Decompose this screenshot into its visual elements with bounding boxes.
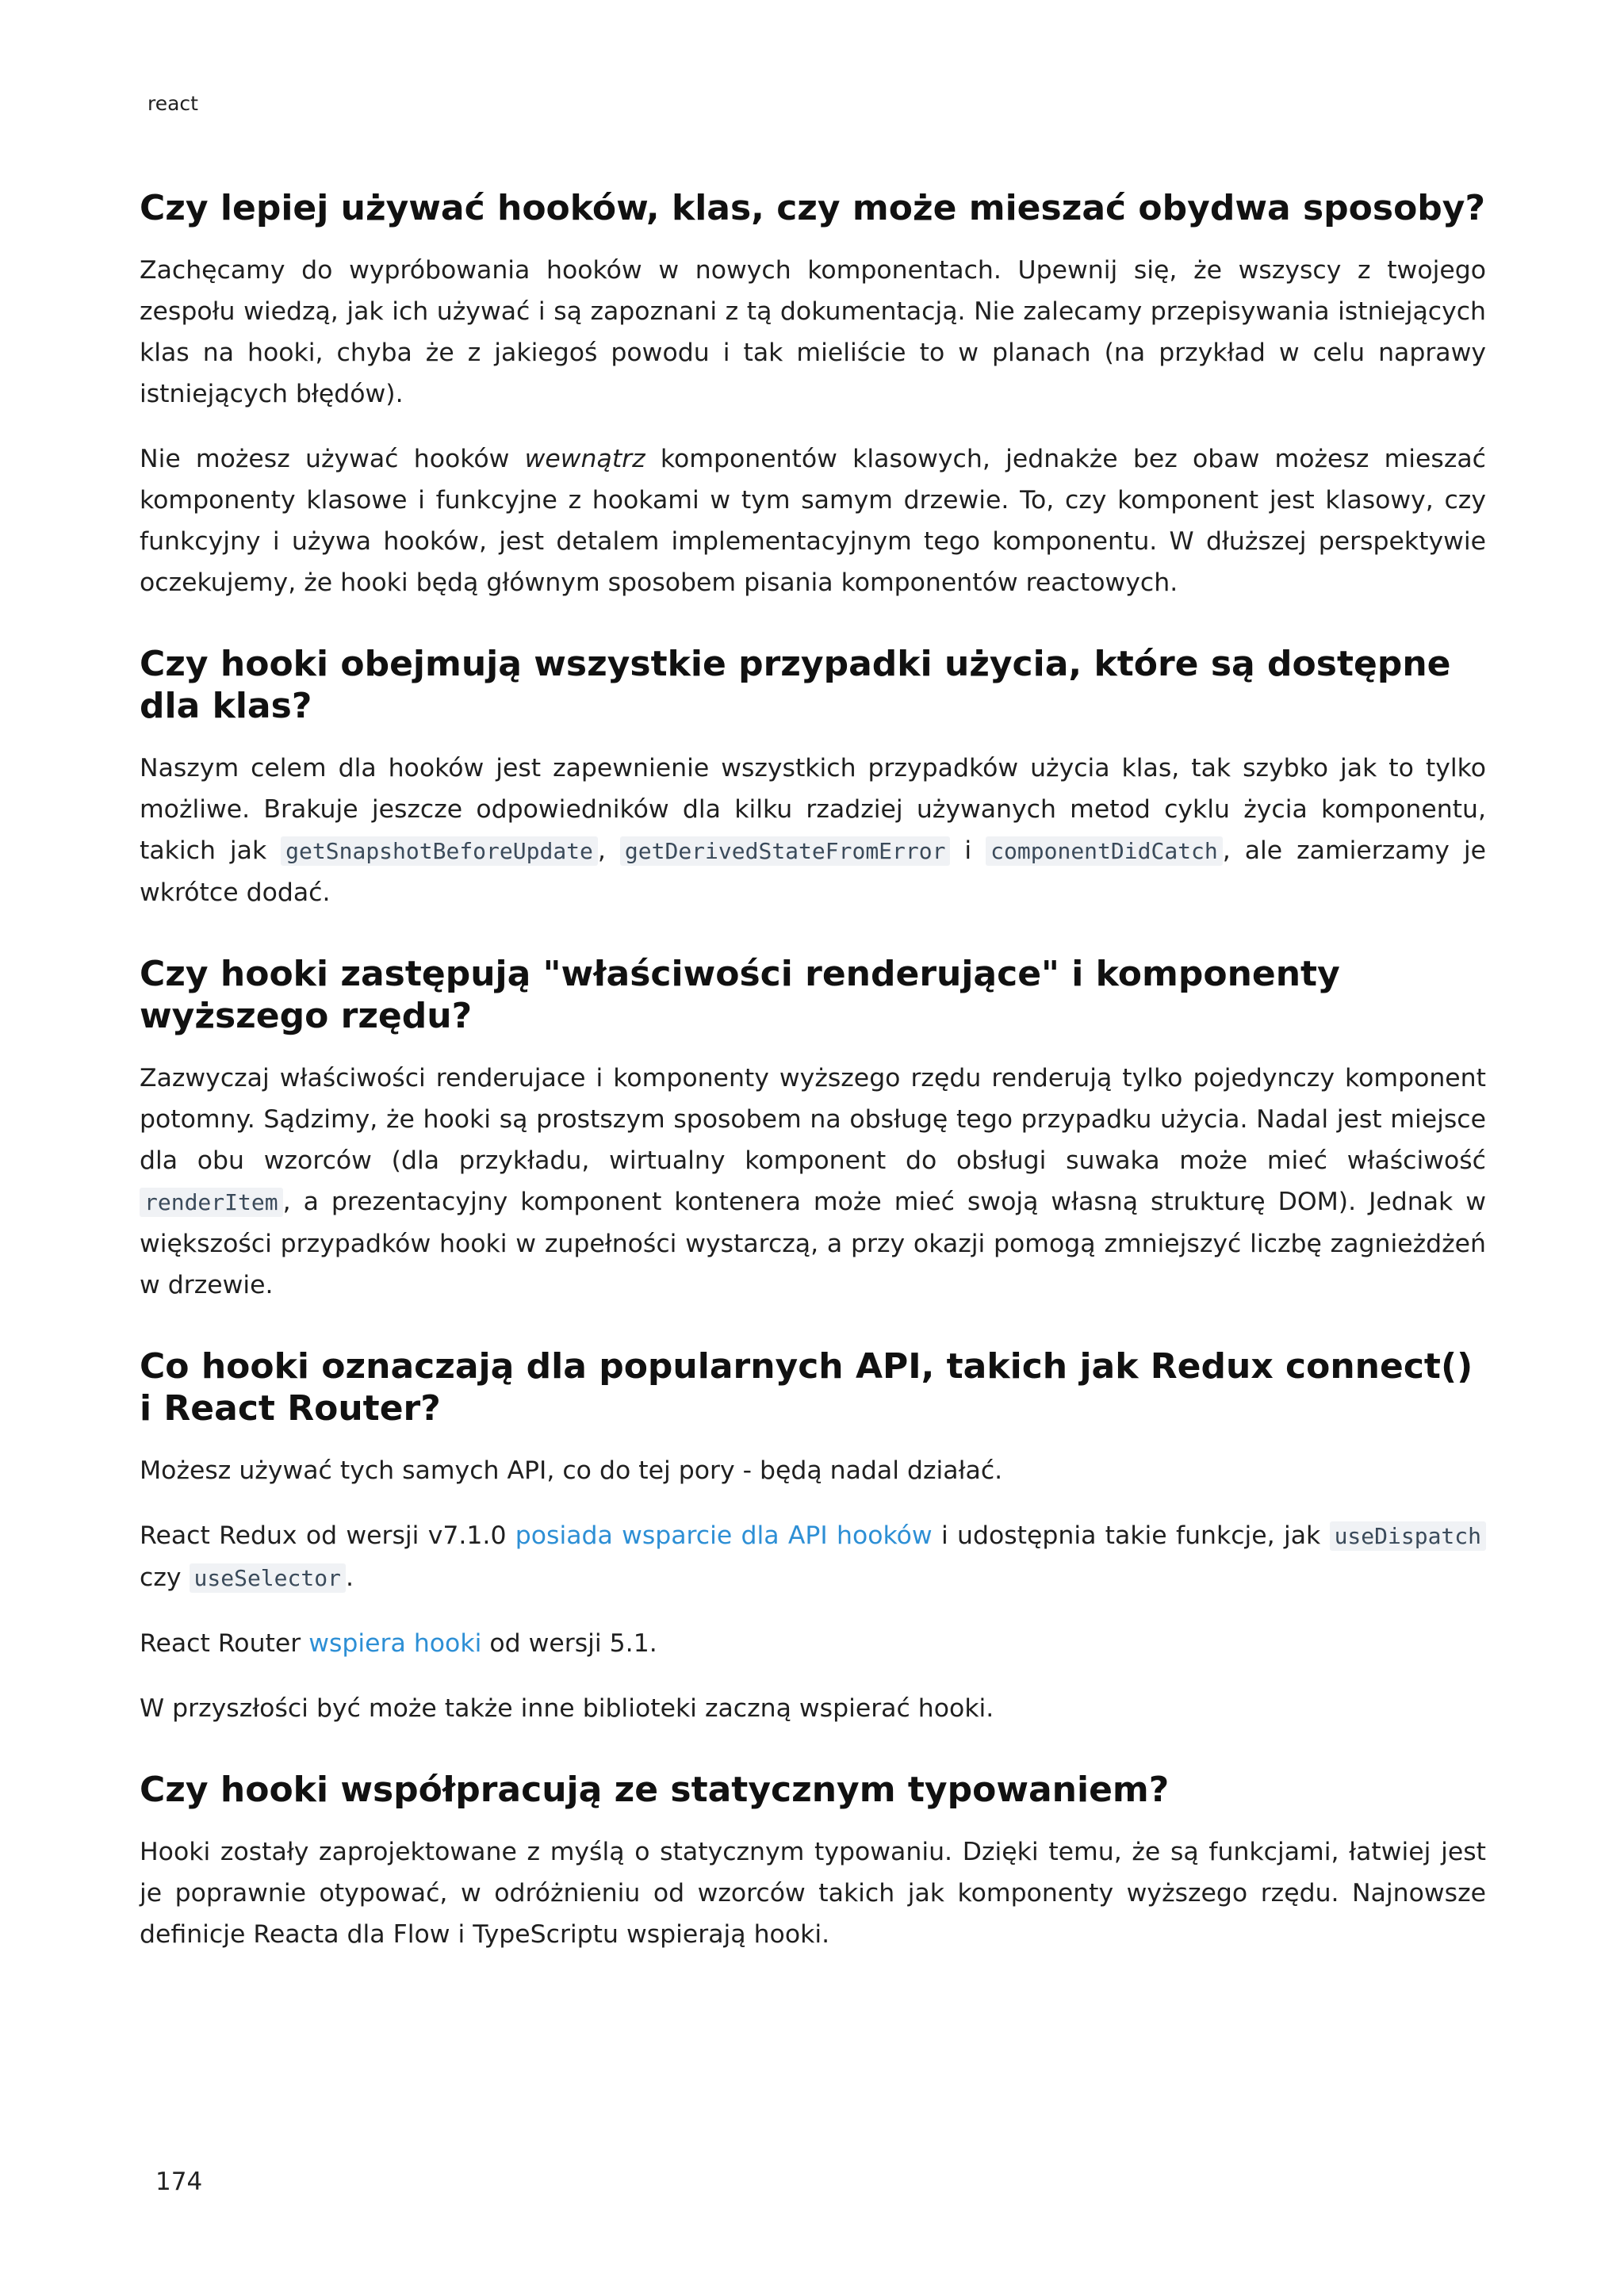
text: , — [597, 836, 620, 865]
emphasis: wewnątrz — [524, 445, 645, 473]
text: komponentów klasowych, jednakże bez obaw możesz mieszać komponenty klasowe i funkcyjne z hookami w tym samym drzewie. To, czy komponent jest klasowy, czy funkcyjny i używa hooków, jest detalem implementacyjnym tego komponentu. W dłuższej perspektywie oczekujemy, że hooki będą głównym sposobem pisania komponentów reactowych. — [140, 445, 1486, 597]
text: , ale zamierzamy je wkrótce dodać. — [140, 836, 1487, 907]
section-heading: Czy hooki obejmują wszystkie przypadki użycia, które są dostępne dla klas? — [140, 644, 1451, 726]
section-heading: Czy hooki zastępują "właściwości renderujące" i komponenty wyższego rzędu? — [140, 954, 1340, 1036]
text: Zazwyczaj właściwości renderujace i komponenty wyższego rzędu renderują tylko pojedynczy komponent potomny. Sądzimy, że hooki są prostszym sposobem na obsługę tego przypadku użycia. Nadal jest miejsce dla obu wzorców (dla przykładu, wirtualny komponent do obsługi suwaka może mieć właściwość — [140, 1064, 1486, 1175]
paragraph — [140, 1515, 1486, 1599]
section-heading: Co hooki oznaczają dla popularnych API, takich jak Redux connect() i React Router? — [140, 1346, 1473, 1429]
text: od wersji 5.1. — [481, 1629, 657, 1658]
section-heading: Czy lepiej używać hooków, klas, czy może mieszać obydwa sposoby? — [140, 188, 1486, 228]
paragraph: Hooki zostały zaprojektowane z myślą o statycznym typowaniu. Dzięki temu, że są funkcjami, łatwiej jest je poprawnie otypować, w odróżnieniu od wzorców takich jak komponenty wyższego rzędu. Najnowsze definicje Reacta dla Flow i TypeScriptu wspierają hooki. — [140, 1838, 1486, 1949]
paragraph — [140, 438, 1486, 603]
text: i — [950, 836, 986, 865]
text: React Router — [140, 1629, 309, 1658]
inline-code: renderItem — [140, 1188, 283, 1217]
text: React Redux od wersji v7.1.0 — [140, 1521, 515, 1550]
text: , a prezentacyjny komponent kontenera może mieć swoją własną strukturę DOM). Jednak w większości przypadków hooki w zupełności wystarczą, a przy okazji pomogą zmniejszyć liczbę zagnieżdżeń w drzewie. — [140, 1188, 1486, 1299]
inline-code: getDerivedStateFromError — [620, 836, 951, 866]
inline-code: componentDidCatch — [986, 836, 1223, 866]
paragraph: W przyszłości być może także inne biblioteki zaczną wspierać hooki. — [140, 1694, 994, 1723]
section-render-props — [140, 953, 1486, 1306]
text: i udostępnia takie funkcje, jak — [932, 1521, 1330, 1550]
section-hooks-vs-classes — [140, 187, 1486, 603]
text: Naszym celem dla hooków jest zapewnienie wszystkich przypadków użycia klas, tak szybko jak to tylko możliwe. Brakuje jeszcze odpowiedników dla kilku rzadziej używanych metod cyklu życia komponentu, takich jak — [140, 754, 1486, 865]
text: czy — [140, 1563, 190, 1592]
text: . — [345, 1563, 354, 1592]
section-use-cases — [140, 643, 1486, 913]
paragraph — [140, 748, 1486, 913]
inline-code: useDispatch — [1330, 1521, 1486, 1551]
paragraph: Zachęcamy do wypróbowania hooków w nowych komponentach. Upewnij się, że wszyscy z twojego zespołu wiedzą, jak ich używać i są zapoznani z tą dokumentacją. Nie zalecamy przepisywania istniejących klas na hooki, chyba że z jakiegoś powodu i tak mieliście to w planach (na przykład w celu naprawy istniejących błędów). — [140, 256, 1486, 408]
page-number: 174 — [155, 2168, 203, 2196]
document-body — [140, 187, 1486, 1979]
running-header: react — [147, 92, 198, 115]
section-heading: Czy hooki współpracują ze statycznym typowaniem? — [140, 1770, 1170, 1810]
paragraph — [140, 1623, 1486, 1664]
react-router-hooks-link[interactable]: wspiera hooki — [308, 1629, 482, 1658]
paragraph — [140, 1058, 1486, 1306]
inline-code: getSnapshotBeforeUpdate — [281, 836, 598, 866]
section-popular-apis — [140, 1345, 1486, 1729]
section-static-typing — [140, 1769, 1486, 1955]
paragraph: Możesz używać tych samych API, co do tej pory - będą nadal działać. — [140, 1456, 1003, 1485]
redux-hooks-link[interactable]: posiada wsparcie dla API hooków — [515, 1521, 933, 1550]
text: Nie możesz używać hooków — [140, 445, 525, 473]
inline-code: useSelector — [190, 1563, 346, 1593]
